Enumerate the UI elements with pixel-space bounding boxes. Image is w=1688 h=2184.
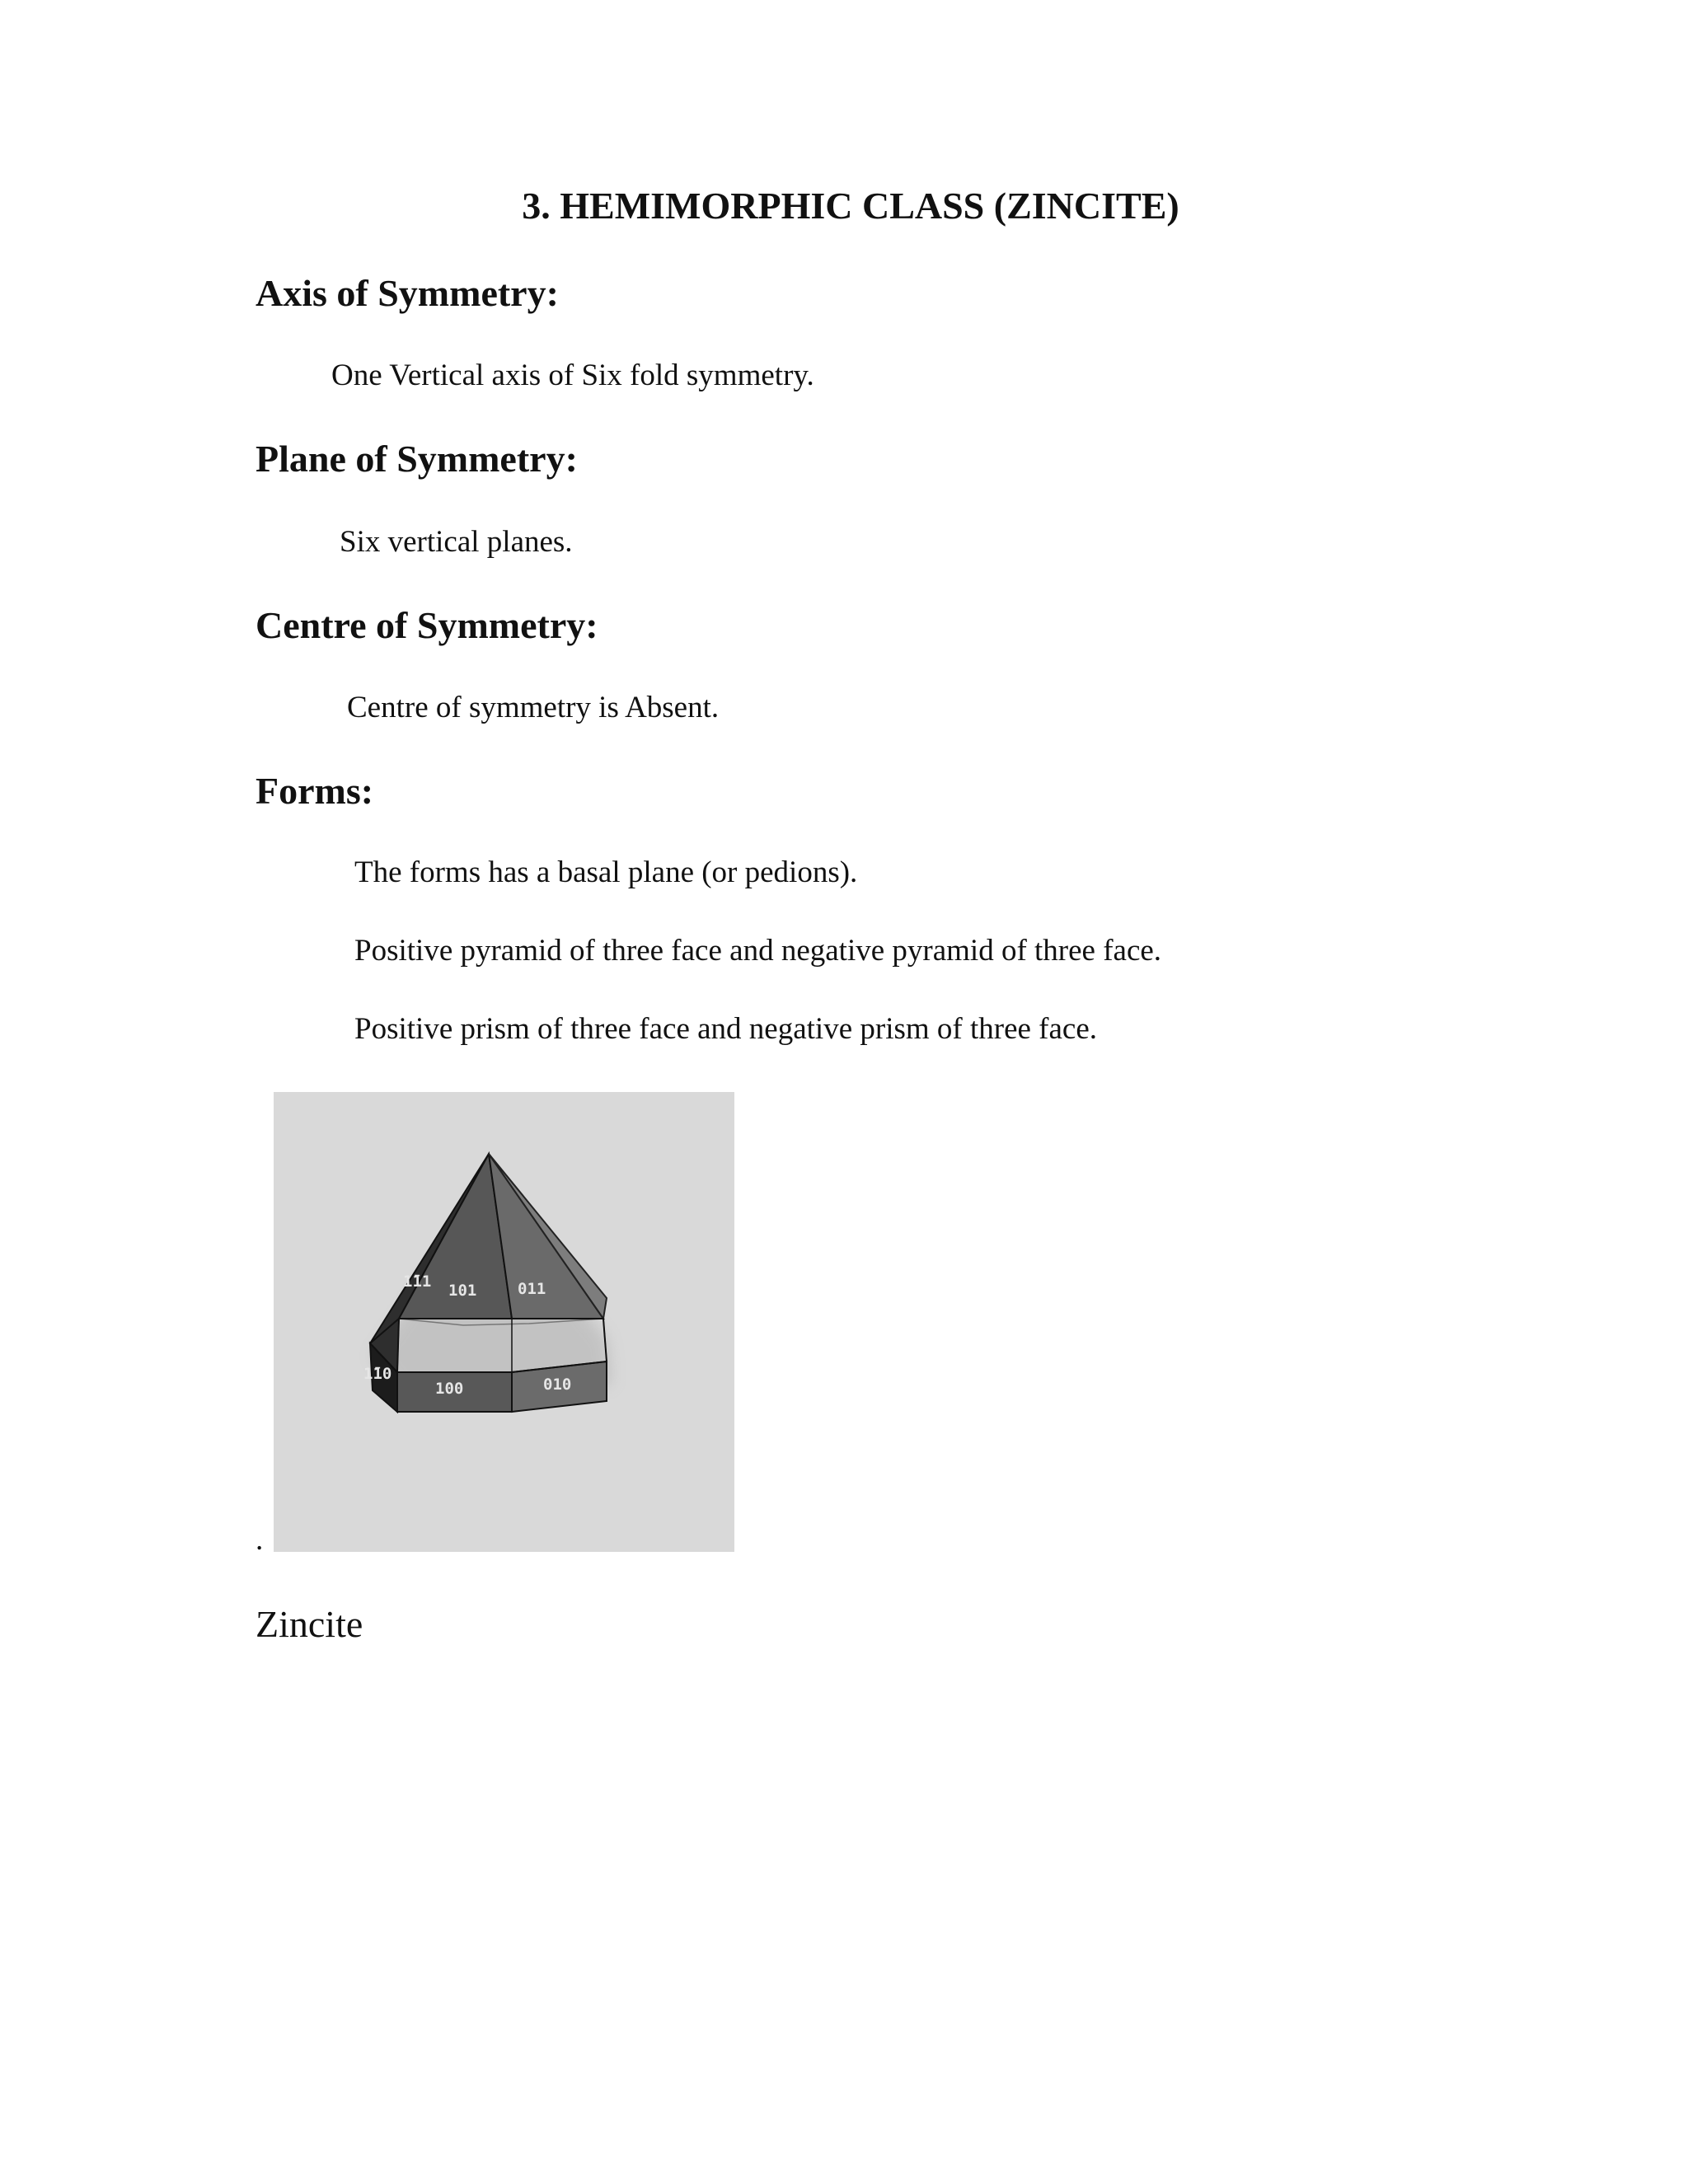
section-heading-plane: Plane of Symmetry: [256,438,578,480]
forms-text-3: Positive prism of three face and negative prism of three face. [354,1012,1098,1046]
section-heading-forms: Forms: [256,770,374,812]
plane-text: Six vertical planes. [340,525,573,559]
crystal-drawing [274,1092,734,1552]
axis-text: One Vertical axis of Six fold symmetry. [331,359,814,392]
stray-period: . [256,1523,264,1557]
face-label-3: 011 [518,1280,546,1298]
face-label-4: 1̄10 [363,1365,392,1383]
forms-text-2: Positive pyramid of three face and negative pyramid of three face. [354,934,1162,968]
page-title: 3. HEMIMORPHIC CLASS (ZINCITE) [522,185,1179,227]
section-heading-centre: Centre of Symmetry: [256,604,598,646]
face-label-5: 100 [435,1380,464,1398]
forms-text-1: The forms has a basal plane (or pedions). [354,855,858,889]
zincite-crystal-figure [274,1092,734,1552]
section-heading-axis: Axis of Symmetry: [256,272,559,314]
face-label-6: 010 [543,1376,572,1394]
figure-caption: Zincite [256,1603,363,1645]
centre-text: Centre of symmetry is Absent. [347,691,720,724]
face-label-2: 101 [448,1282,477,1300]
face-label-1: 1̄11 [403,1272,432,1291]
